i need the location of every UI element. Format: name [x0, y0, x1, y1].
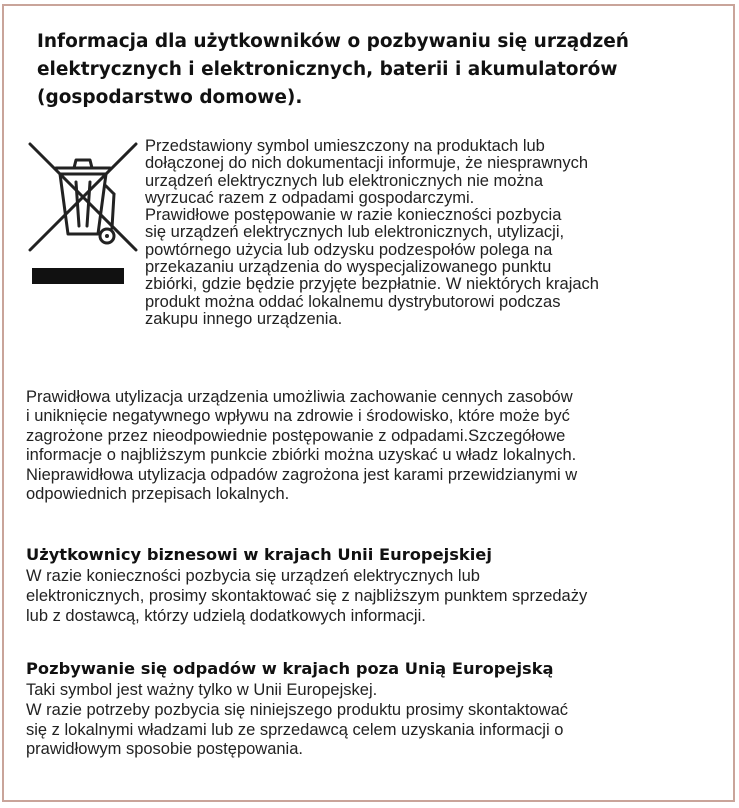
text-line: Prawidłowa utylizacja urządzenia umożliwia zachowanie cennych zasobów [26, 388, 573, 406]
intro-paragraph [145, 138, 599, 328]
text-line: przekazaniu urządzenia do wyspecjalizowanego punktu [145, 258, 552, 277]
crossed-out-wheeled-bin-icon [24, 138, 142, 293]
text-line: elektronicznych, prosimy skontaktować się z najbliższym punktem sprzedaży [26, 586, 588, 605]
text-line: Taki symbol jest ważny tylko w Unii Europejskej. [26, 681, 378, 699]
business-users-heading: Użytkownicy biznesowi w krajach Unii Europejskiej [26, 545, 492, 564]
text-line: zbiórki, gdzie będzie przyjęte bezpłatnie. W niektórych krajach [145, 275, 599, 294]
text-line: W razie potrzeby pozbycia się niniejszego produktu prosimy skontaktować [26, 700, 569, 719]
text-line: się urządzeń elektrycznych lub elektronicznych, utylizacji, [145, 223, 565, 242]
business-users-paragraph [26, 567, 587, 626]
main-paragraph [26, 388, 577, 504]
document-title [37, 28, 677, 112]
outside-eu-heading: Pozbywanie się odpadów w krajach poza Unią Europejską [26, 659, 554, 678]
text-line: produkt można oddać lokalnemu dystrybutorowi podczas [145, 292, 561, 311]
text-line: urządzeń elektrycznych lub elektronicznych nie można [145, 171, 544, 190]
text-line: powtórnego użycia lub odzysku podzespołów polega na [145, 240, 553, 259]
text-line: wyrzucać razem z odpadami gospodarczymi. [145, 188, 475, 207]
text-line: się z lokalnymi władzami lub ze sprzedawcą celem uzyskania informacji o [26, 720, 564, 739]
title-line: elektrycznych i elektronicznych, baterii i akumulatorów [37, 59, 618, 80]
text-line: odpowiednich przepisach lokalnych. [26, 485, 290, 504]
text-line: Nieprawidłowa utylizacja odpadów zagrożona jest karami przewidzianymi w [26, 465, 578, 484]
text-line: lub z dostawcą, którzy udzielą dodatkowych informacji. [26, 606, 426, 625]
title-line: Informacja dla użytkowników o pozbywaniu się urządzeń [37, 31, 629, 52]
text-line: zakupu innego urządzenia. [145, 309, 343, 328]
text-line: prawidłowym sposobie postępowania. [26, 740, 303, 759]
text-line: Prawidłowe postępowanie w razie konieczności pozbycia [145, 206, 562, 225]
text-line: Przedstawiony symbol umieszczony na produktach lub [145, 137, 545, 155]
text-line: W razie konieczności pozbycia się urządzeń elektrycznych lub [26, 567, 480, 585]
text-line: informacje o najbliższym punkcie zbiórki można uzyskać u władz lokalnych. [26, 446, 577, 465]
title-line: (gospodarstwo domowe). [37, 87, 303, 108]
text-line: zagrożone przez nieodpowiednie postępowanie z odpadami.Szczegółowe [26, 426, 566, 445]
text-line: dołączonej do nich dokumentacji informuje, że niesprawnych [145, 154, 588, 173]
text-line: i uniknięcie negatywnego wpływu na zdrowie i środowisko, które może być [26, 407, 570, 426]
outside-eu-paragraph [26, 681, 568, 760]
